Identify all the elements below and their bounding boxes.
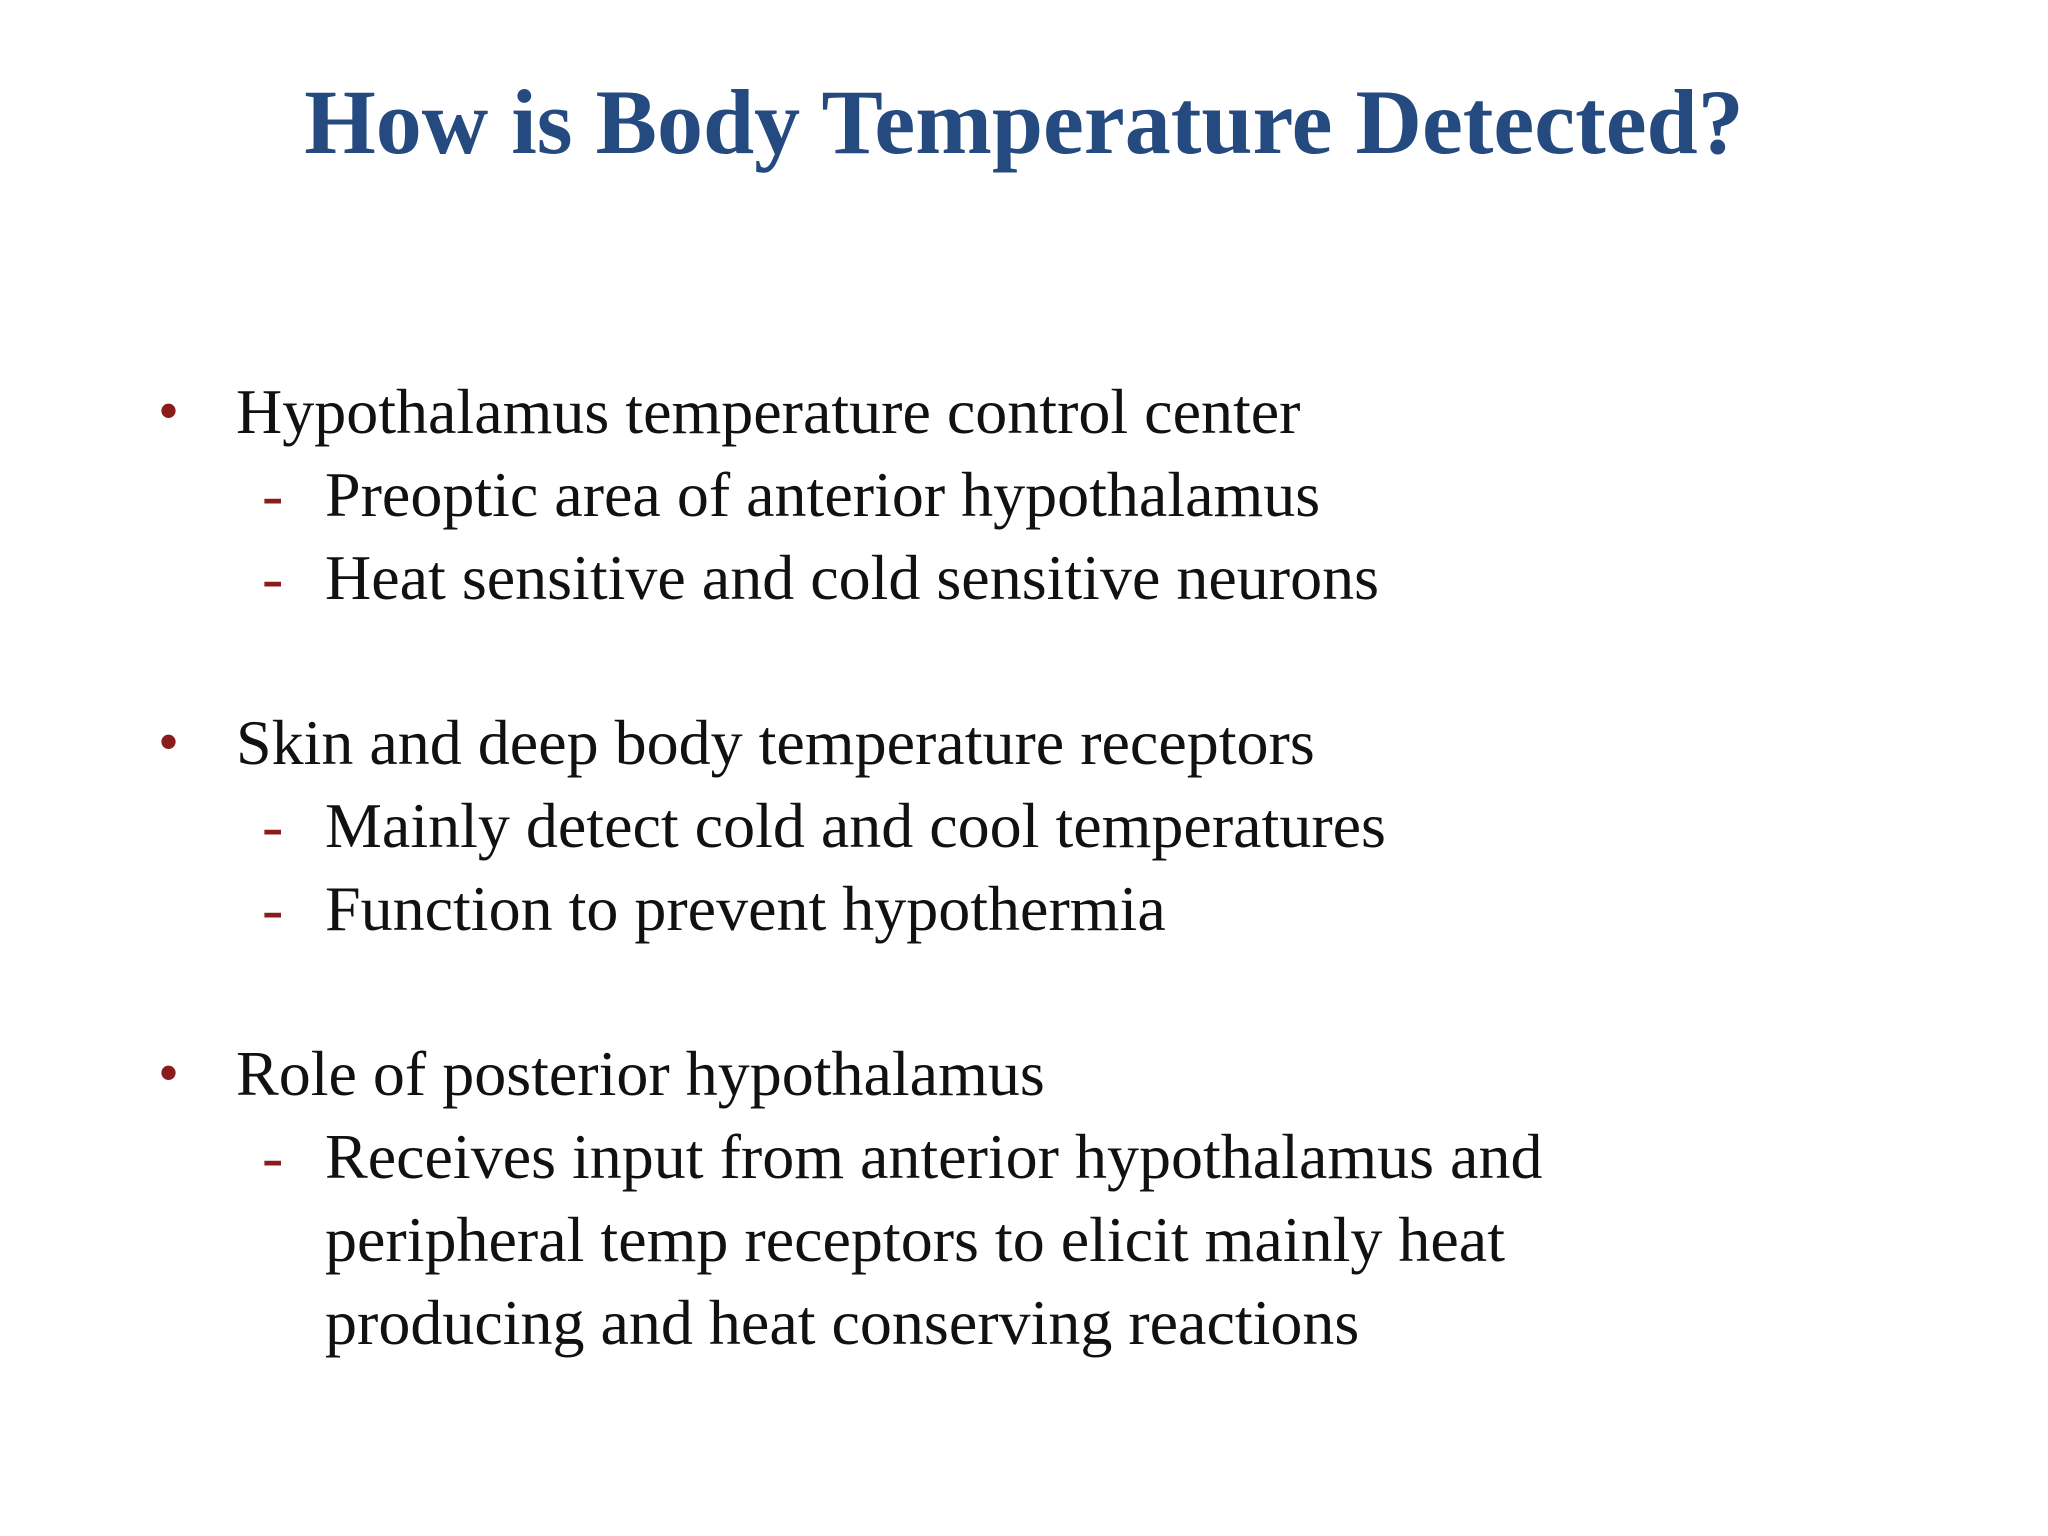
dash-icon: - — [262, 873, 284, 944]
sub-bullet-text: Receives input from anterior hypothalamus and peripheral temp receptors to elicit mainly heat producing and heat conserving reactions — [325, 1121, 1543, 1358]
bullet-row — [0, 701, 2048, 784]
bullet-row — [0, 1032, 2048, 1115]
bullet-dot-icon: • — [158, 1040, 180, 1106]
bullet-row — [0, 370, 2048, 453]
sub-bullet-item — [0, 536, 2048, 619]
sub-bullet-item — [0, 1115, 2048, 1364]
sub-bullet-item — [0, 867, 2048, 950]
sub-bullet-text: Preoptic area of anterior hypothalamus — [325, 459, 1321, 530]
bullet-dot-icon: • — [158, 378, 180, 444]
dash-icon: - — [262, 459, 284, 530]
bullet-item-skin-receptors — [0, 701, 2048, 950]
bullet-dot-icon: • — [158, 709, 180, 775]
sub-bullet-list — [0, 453, 2048, 619]
sub-bullet-item — [0, 784, 2048, 867]
sub-bullet-list — [0, 784, 2048, 950]
sub-bullet-list — [0, 1115, 2048, 1364]
sub-bullet-text: Mainly detect cold and cool temperatures — [325, 790, 1386, 861]
bullet-item-hypothalamus — [0, 370, 2048, 619]
sub-bullet-text: Function to prevent hypothermia — [325, 873, 1166, 944]
bullet-text: Skin and deep body temperature receptors — [236, 707, 1315, 778]
bullet-text: Role of posterior hypothalamus — [236, 1038, 1045, 1109]
slide-title: How is Body Temperature Detected? — [304, 71, 1744, 173]
sub-bullet-text: Heat sensitive and cold sensitive neurons — [325, 542, 1379, 613]
bullet-list — [0, 370, 2048, 1446]
bullet-item-posterior-hypothalamus — [0, 1032, 2048, 1364]
dash-icon: - — [262, 1121, 284, 1192]
dash-icon: - — [262, 542, 284, 613]
dash-icon: - — [262, 790, 284, 861]
sub-bullet-item — [0, 453, 2048, 536]
bullet-text: Hypothalamus temperature control center — [236, 376, 1301, 447]
